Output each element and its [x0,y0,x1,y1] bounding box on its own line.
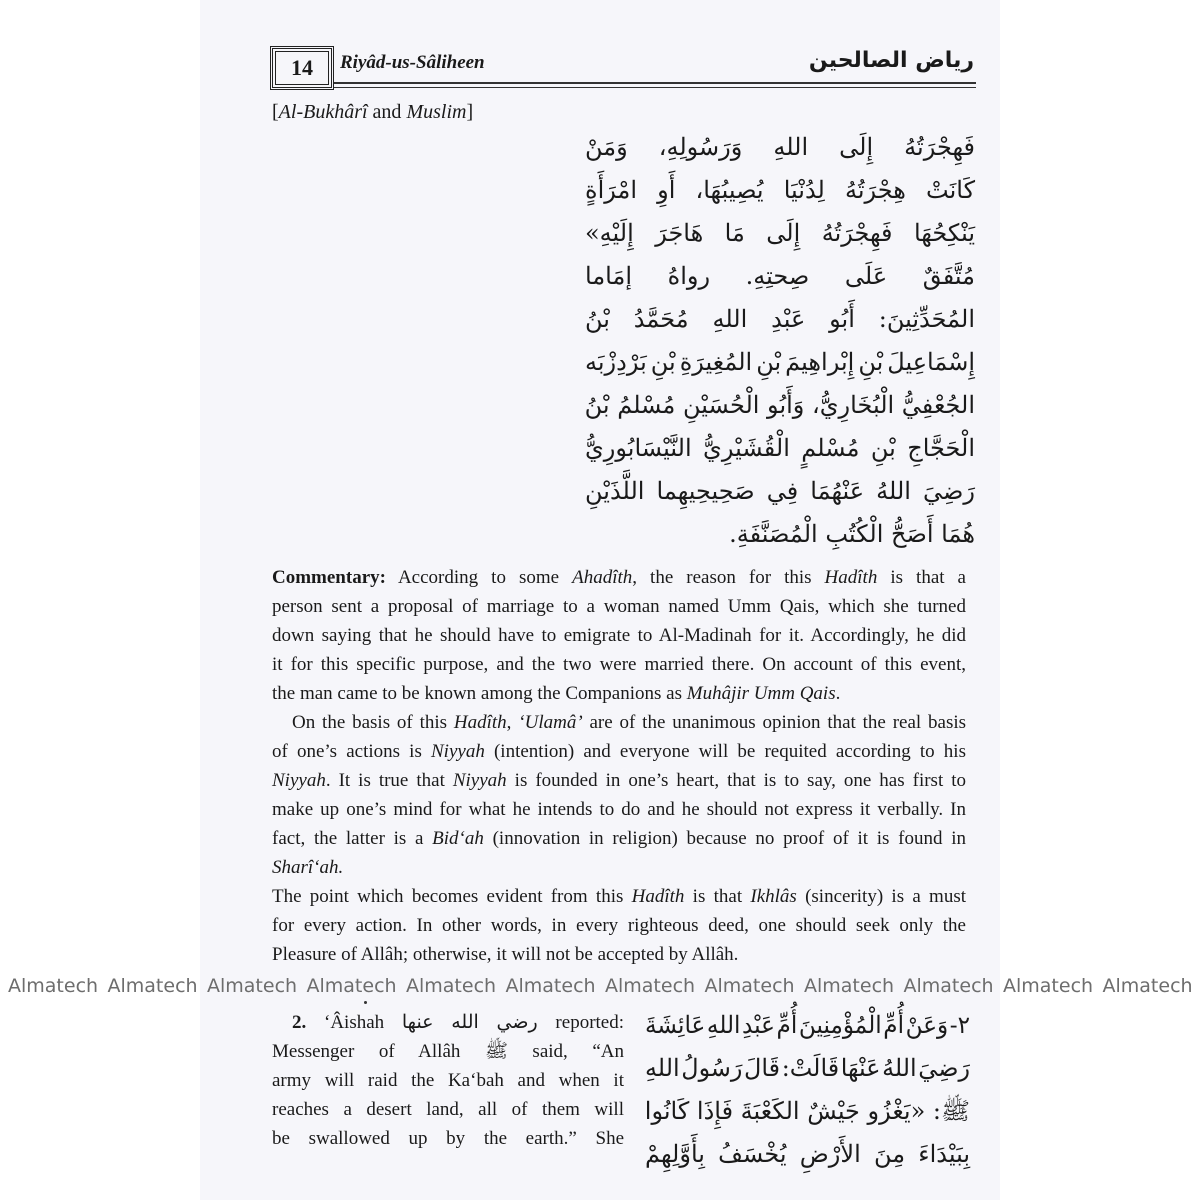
text-segment: army will raid the Ka‘bah and when it [272,1070,624,1091]
text-line [272,737,966,766]
hadith-2-arabic [645,1004,970,1176]
text-segment: , the reason for this [632,567,825,588]
arabic-line: فَهِجْرَتُهُ إِلَى اللهِ وَرَسُولِهِ، وَمَنْ [585,133,975,161]
text-segment: person sent a proposal of marriage to a woman named Umm Qais, which she turned [272,596,966,617]
text-segment: Niyyah [431,741,485,762]
text-segment: Bid‘ah [432,828,484,849]
text-segment: Pleasure of Allâh; otherwise, it will not be accepted by Allâh. [272,944,739,965]
text-segment: is founded in one’s heart, that is to say, one has first to [506,770,966,791]
watermark-text: Almatech [704,975,795,997]
text-segment: Muhâjir Umm Qais [686,683,836,704]
text-segment: ] [466,101,474,123]
text-segment: Ikhlâs [750,886,797,907]
text-segment: . It is true that [325,770,453,791]
text-segment: The point which becomes evident from this [272,886,632,907]
page-number: 14 [291,55,313,80]
text-line [272,911,966,940]
text-segment: it for this specific purpose, and the two were married there. On account of this event, [272,654,966,675]
text-segment: down saying that he should have to emigrate to Al-Madinah for it. Accordingly, he did [272,625,966,646]
arabic-book-title: رياض الصالحين [808,48,974,73]
arabic-line: ﷺ: «يَغْزُو جَيْشٌ الكَعْبَةَ فَإِذَا كَانُوا [644,1097,970,1125]
arabic-line: بِبَيْدَاءَ مِنَ الأَرْضِ يُخْسَفُ بِأَوَّلِهِمْ [645,1140,970,1168]
text-line [272,679,966,708]
text-line [272,795,966,824]
text-line [272,1095,624,1124]
arabic-line: الْحَجَّاجِ بْنِ مُسْلمٍ الْقُشَيْرِيُّ النَّيْسَابُورِيُّ [585,434,975,462]
text-segment: Niyyah [272,770,326,791]
text-segment: said, “An [507,1041,624,1062]
watermark-text: Almatech [107,975,198,997]
text-line [272,1066,624,1095]
watermark-text: Almatech [1003,975,1094,997]
text-segment: Messenger of Allâh [272,1041,485,1062]
text-segment: 2. [292,1012,307,1033]
text-segment: Hadîth [631,886,685,907]
text-line [272,940,966,969]
arabic-line: الجُعْفِيُّ الْبُخَارِيُّ، وَأَبُو الْحُسَيْنِ مُسْلمُ بْنُ [584,391,975,419]
text-segment: the man came to be known among the Companions as [272,683,687,704]
text-segment: reported: [537,1012,625,1033]
text-line [272,766,966,795]
text-segment: Ahadîth [572,567,633,588]
text-segment: ‘Ulamâ’ [518,712,583,733]
text-segment: رضي الله عنها [401,1012,538,1033]
text-line [272,708,966,737]
watermark-text: Almatech [8,975,99,997]
text-segment: (innovation in religion) because no proof of it is found in [483,828,966,849]
arabic-line: يَنْكِحُهَا فَهِجْرَتُهُ إِلَى مَا هَاجَرَ إِلَيْهِ» [585,219,975,247]
watermark-text: Almatech [406,975,497,997]
arabic-line: ٢- وَعَنْ أُمِّ الْمُؤْمِنِينَ أُمِّ عَبْدِ اللهِ عَائِشَةَ [644,1011,970,1039]
text-segment: make up one’s mind for what he intends to do and he should not express it verbally. In [272,799,966,820]
watermark-text: Almatech [207,975,298,997]
text-line [272,853,966,882]
text-segment: [ [272,101,279,123]
arabic-line: هُمَا أَصَحُّ الْكُتُبِ الْمُصَنَّفَةِ. [729,520,975,548]
text-segment: is that a [877,567,966,588]
book-title: Riyâd-us-Sâliheen [340,52,485,73]
text-segment: of one’s actions is [272,741,431,762]
watermark-text: Almatech [505,975,596,997]
arabic-line: مُتَّفَقٌ عَلَى صِحتِهِ. رواهُ إمَاما [585,262,975,290]
text-segment: for every action. In other words, in every righteous deed, one should seek only the [272,915,966,936]
text-segment: Niyyah [452,770,507,791]
text-segment: , [506,712,519,733]
text-segment: ‘Âishah [306,1012,402,1033]
text-segment: On the basis of this [292,712,454,733]
arabic-line: إِسْمَاعِيلَ بْنِ إِبْراهِيمَ بْنِ المُغِيرَةِ بْنِ بَرْدِزْبَه [585,348,975,376]
citation [272,100,473,124]
text-segment: Commentary: [272,567,386,588]
text-line [272,1124,624,1153]
text-segment: (sincerity) is a must [796,886,966,907]
hadith-2-english [272,1008,624,1153]
text-line [272,1008,624,1037]
text-segment: reaches a desert land, all of them will [272,1099,624,1120]
watermark-text: Almatech [804,975,895,997]
text-line [272,1037,624,1066]
text-segment: Sharî‘ah. [272,857,344,878]
watermark-text: Almatech [1102,975,1193,997]
text-segment: Muslim [406,101,467,123]
text-segment: Al-Bukhârî [278,101,368,123]
text-segment: According to some [385,567,573,588]
text-segment: are of the unanimous opinion that the real basis [582,712,967,733]
stray-mark [364,1001,367,1004]
text-line [272,882,966,911]
watermark-text: Almatech [903,975,994,997]
watermark-row [0,974,1200,998]
text-segment: fact, the latter is a [272,828,433,849]
header-rule [334,82,976,88]
text-line [272,621,966,650]
page-number-box [270,46,334,90]
watermark-text: Almatech [306,975,397,997]
text-segment: . [835,683,841,704]
text-segment: ﷺ [484,1041,508,1062]
text-segment: be swallowed up by the earth.” She [272,1128,624,1149]
text-line [272,563,966,592]
text-line [272,824,966,853]
arabic-line: رَضِيَ اللهُ عَنْهَا قَالَتْ: قَالَ رَسُولُ اللهِ [645,1054,970,1082]
text-segment: Hadîth [824,567,878,588]
text-segment: is that [684,886,751,907]
text-segment: and [367,101,407,123]
arabic-line: كَانَتْ هِجْرَتُهُ لِدُنْيَا يُصِيبُهَا، أَوِ امْرَأَةٍ [585,176,975,204]
commentary-section [272,563,966,969]
arabic-line: رَضِيَ اللهُ عَنْهُمَا فِي صَحِيحِيهِما اللَّذَيْنِ [585,477,975,505]
watermark-text: Almatech [605,975,696,997]
arabic-line: المُحَدِّثِينَ: أَبُو عَبْدِ اللهِ مُحَمَّدُ بْنُ [585,305,975,333]
arabic-text-block [585,126,975,556]
text-line [272,650,966,679]
text-segment: (intention) and everyone will be requited according to his [484,741,966,762]
text-line [272,592,966,621]
text-segment: Hadîth [453,712,507,733]
